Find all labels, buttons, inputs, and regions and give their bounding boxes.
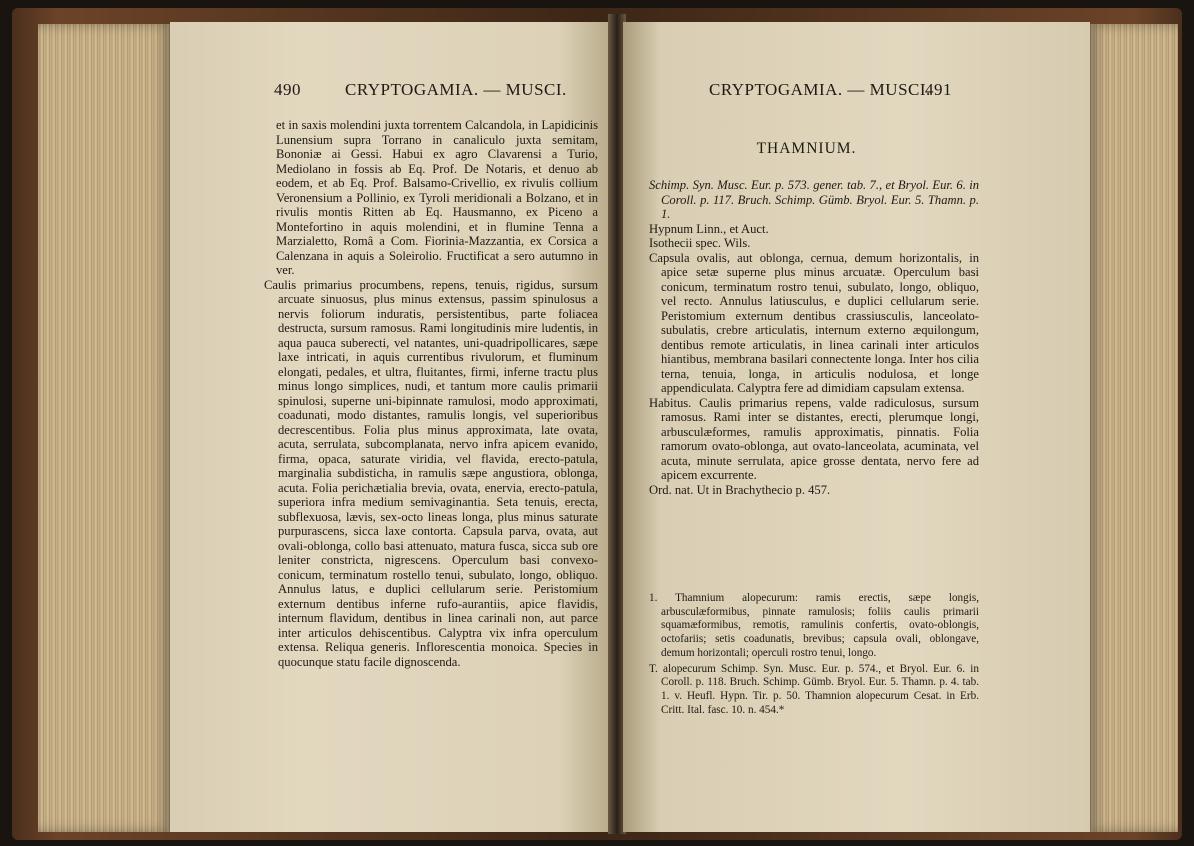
reference-line: Schimp. Syn. Musc. Eur. p. 573. gener. tab. 7., et Bryol. Eur. 6. in Coroll. p. 117. Bruch. Schimp. Gümb. Bryol. Eur. 5. Thamn. p. 1. <box>649 178 979 221</box>
left-page <box>170 22 611 832</box>
left-running-head: CRYPTOGAMIA. — MUSCI. <box>345 80 567 99</box>
left-page-number: 490 <box>274 80 301 99</box>
right-running-head: CRYPTOGAMIA. — MUSCI. <box>709 80 931 99</box>
habitus-paragraph: Habitus. Caulis primarius repens, valde radiculosus, sursum ramosus. Rami inter se distantes, erecti, plerumque longi, arbusculæformes, ramulis approximatis, pinnatis. Folia ramorum ovato-oblonga, aut ovato-lanceolata, acuminata, vel acuta, minute serrulata, apice grosse dentata, nervo fere ad apicem excurrente. <box>649 395 979 482</box>
left-body-text <box>264 118 598 669</box>
page-edges-left <box>38 24 170 832</box>
right-page <box>623 22 1090 832</box>
right-body-text <box>649 178 979 497</box>
species-diagnosis: 1. Thamnium alopecurum: ramis erectis, sæpe longis, arbusculæformibus, pinnate ramulosis; foliis caulis primarii squamæformibus, remotis, ramulinis confertis, ovato-oblongis, octofariis; setis coadunatis, brevibus; capsula ovali, oblongave, demum horizontali; operculi rostro tenui, longo. <box>649 592 979 659</box>
right-page-number: 491 <box>925 80 952 99</box>
description-paragraph: Caulis primarius procumbens, repens, tenuis, rigidus, sursum arcuate sinuosus, plus minus extensus, passim spinulosus a nervis foliorum induratis, persistentibus, parte foliacea destructa, sursum ramosus. Rami longitudinis mire ludentis, in aqua pauca suberecti, vel natantes, uni-quadripollicares, sæpe laxe intricati, in aquis currentibus rivulorum, et fluminum elongati, pedales, et ultra, fluitantes, firmi, inferne tractu plus minus longo simplices, nudi, et tantum more caulis primarii spinulosi, superne uni-bipinnate ramulosi, modo approximati, coadunati, modo distantes, ramulis longis, vel superioribus decrescentibus. Folia plus minus approximata, late ovata, acuta, serrulata, subcomplanata, nervo infra apicem evanido, firma, opaca, saturate viridia, vel flavida, erecto-patula, marginalia subdisticha, in ramulis sæpe angustiora, oblonga, acuta. Folia perichætialia brevia, ovata, enervia, erecto-patula, superiora infra medium semivaginantia. Seta tenuis, erecta, subflexuosa, lævis, sex-octo lineas longa, plus minus saturate purpurascens, sicca laxe contorta. Capsula parva, ovata, aut ovali-oblonga, collo basi attenuato, matura fusca, sicca sub ore leniter constricta, nigrescens. Operculum basi convexo-conicum, terminatum rostello tenui, subulato, longo, obliquo. Annulus latus, e duplici cellularum serie. Peristomium externum dentibus inferne rufo-aurantiis, apice flavidis, internum flavidum, dentibus in linea carinali non, aut parce inter articulos dehiscentibus. Calyptra vix infra operculum extensa. Reliqua generis. Inflorescentia monoica. Species in quocunque statu facile dignoscenda. <box>264 277 598 669</box>
locality-paragraph: et in saxis molendini juxta torrentem Calcandola, in Lapidicinis Lunensium supra Torrano in canaliculo juxta semitam, Bononiæ ai Gessi. Habui ex agro Clavarensi a Turio, Mediolano in fossis ab Eq. Prof. De Notaris, et denuo ab eodem, et ab Eq. Prof. Balsamo-Crivellio, ex rivulis collium Veronensium a Pollinio, ex Tyroli meridionali a Bolzano, et in rivulis montis Ritten ab Eq. Hausmanno, ex Piceno a Montefortino in aquis molendini, et in flumine Tenna a Marzialetto, Româ a Com. Fiorinia-Mazzantia, ex Corsica a Calenzana in aquis a Soleirolio. Fructificat a sero autumno in ver. <box>276 118 598 277</box>
species-block <box>649 592 979 717</box>
ordo-line: Ord. nat. Ut in Brachythecio p. 457. <box>649 482 831 497</box>
species-synonyms: T. alopecurum Schimp. Syn. Musc. Eur. p. 574., et Bryol. Eur. 6. in Coroll. p. 118. Bruch. Schimp. Gümb. Bryol. Eur. 5. Thamn. p. 4. tab. 1. v. Heufl. Hypn. Tir. p. 50. Thamnion alopecurum Cesat. in Erb. Critt. Ital. fasc. 10. n. 454.* <box>649 662 979 716</box>
page-edges-right <box>1090 24 1178 832</box>
synonym-isothecium: Isothecii spec. Wils. <box>649 236 751 250</box>
genus-title: THAMNIUM. <box>756 140 857 157</box>
genus-description: Capsula ovalis, aut oblonga, cernua, demum horizontalis, in apice setæ superne plus minus arcuatæ. Operculum basi conicum, terminatum rostro tenui, subulato, longo, obliquo, vel recto. Annulus latiusculus, e duplici cellularum serie. Peristomium externum dentibus crassiusculis, lanceolato-subulatis, crebre articulatis, internum externo æquilongum, dentibus remote articulatis, in linea carinali inter articulos hiantibus, membrana basilari connectente longa. Inter hos cilia terna, tenuia, longa, in articulis nodulosa, et longe appendiculata. Calyptra fere ad dimidiam capsulam extensa. <box>649 250 979 395</box>
synonym-hypnum: Hypnum Linn., et Auct. <box>649 221 769 236</box>
